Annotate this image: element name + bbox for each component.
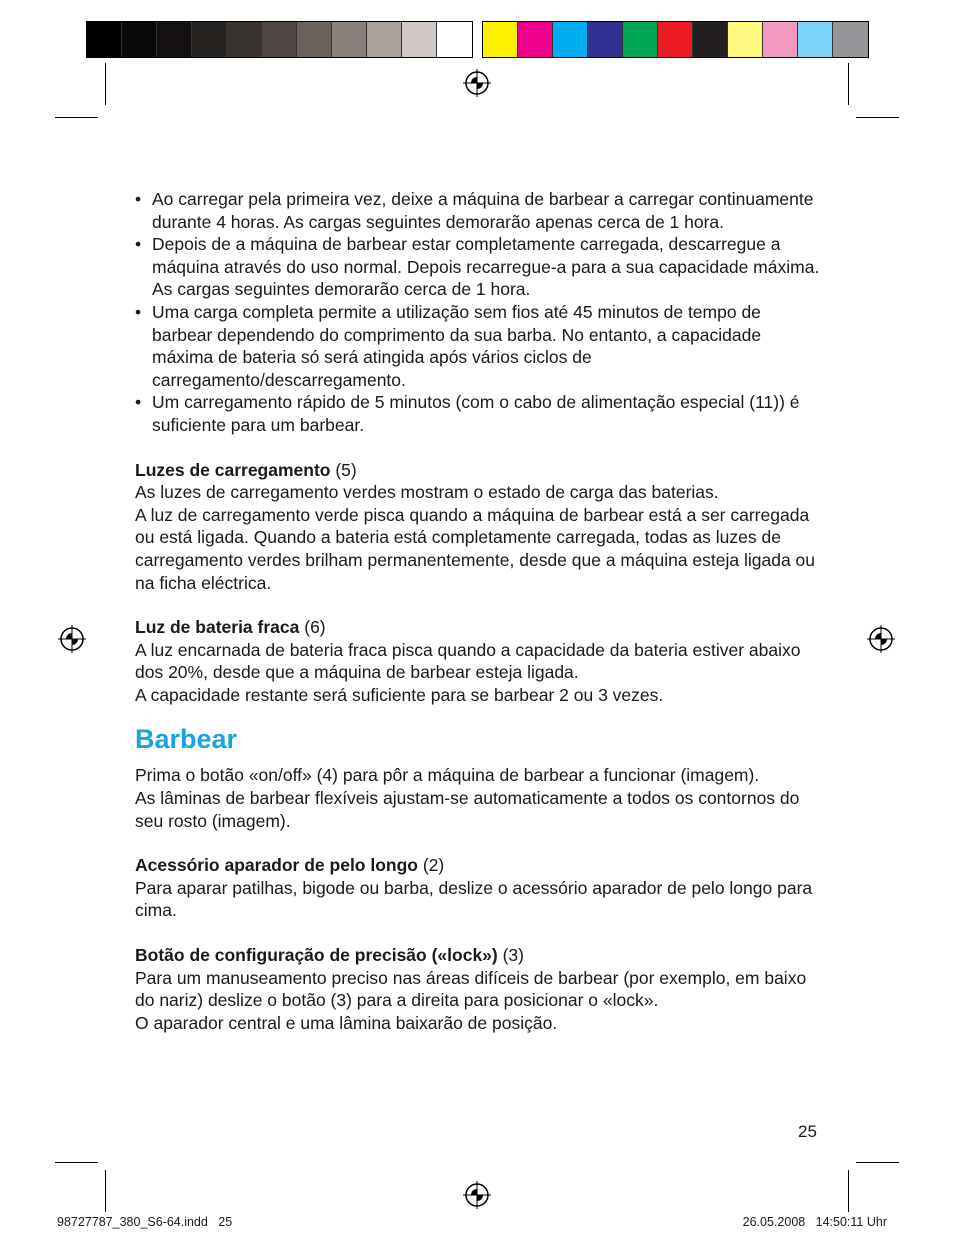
registration-mark-icon: [463, 1181, 491, 1209]
section-heading-label: Botão de configuração de precisão («lock»): [135, 945, 498, 966]
color-swatch: [402, 22, 437, 57]
color-swatch: [122, 22, 157, 57]
section-heading-label: Luz de bateria fraca: [135, 617, 300, 638]
paragraph: As luzes de carregamento verdes mostram o estado de carga das baterias.: [135, 482, 719, 503]
color-swatch: [87, 22, 122, 57]
section-heading-label: Luzes de carregamento: [135, 459, 331, 480]
color-swatch: [763, 22, 798, 57]
section-heading: [135, 459, 825, 482]
charging-lights-section: [135, 459, 825, 595]
list-item: • Ao carregar pela primeira vez, deixe a máquina de barbear a carregar continuamente durante 4 horas. As cargas seguintes demorarão apenas cerca de 1 hora.: [135, 188, 825, 233]
section-heading-label: Acessório aparador de pelo longo: [135, 855, 418, 876]
page-content: [135, 188, 825, 1034]
low-battery-section: [135, 616, 825, 706]
crop-mark: [55, 117, 98, 118]
color-swatch: [437, 22, 472, 57]
long-hair-trimmer-section: [135, 854, 825, 922]
paragraph: A capacidade restante será suficiente para se barbear 2 ou 3 vezes.: [135, 684, 664, 705]
crop-mark: [848, 63, 849, 105]
crop-mark: [105, 63, 106, 105]
crop-mark: [848, 1170, 849, 1212]
section-heading: [135, 616, 825, 639]
section-heading-ref: (6): [299, 617, 326, 638]
paragraph: O aparador central e uma lâmina baixarão de posição.: [135, 1012, 558, 1033]
page-title: Barbear: [135, 724, 238, 755]
section-heading-ref: (3): [497, 945, 524, 966]
paragraph: Prima o botão «on/off» (4) para pôr a máquina de barbear a funcionar (imagem).: [135, 765, 760, 786]
color-swatch: [227, 22, 262, 57]
section-heading-ref: (5): [330, 459, 357, 480]
color-swatch: [693, 22, 728, 57]
list-item: • Um carregamento rápido de 5 minutos (com o cabo de alimentação especial (11)) é suficiente para um barbear.: [135, 391, 825, 436]
paragraph: As lâminas de barbear flexíveis ajustam-se automaticamente a todos os contornos do seu rosto (imagem).: [135, 788, 800, 831]
process-color-bar: [482, 21, 869, 58]
list-item: • Depois de a máquina de barbear estar completamente carregada, descarregue a máquina através do uso normal. Depois recarregue-a para a sua capacidade máxima. As cargas seguintes demorarão cerca de 1 hora.: [135, 233, 825, 301]
color-swatch: [798, 22, 833, 57]
color-swatch: [332, 22, 367, 57]
paragraph: A luz de carregamento verde pisca quando a máquina de barbear está a ser carregada ou está ligada. Quando a bateria está completamente carregada, todas as luzes de carregamento verdes brilham permanentemente, desde que a máquina esteja ligada ou na ficha eléctrica.: [135, 504, 816, 593]
shaving-section: [135, 764, 825, 832]
footer-file-info: 98727787_380_S6-64.indd 25: [57, 1215, 233, 1229]
color-swatch: [367, 22, 402, 57]
color-swatch: [623, 22, 658, 57]
registration-mark-icon: [463, 69, 491, 97]
section-heading-ref: (2): [417, 855, 445, 876]
paragraph: Para um manuseamento preciso nas áreas difíceis de barbear (por exemplo, em baixo do nariz) deslize o botão (3) para a direita para posicionar o «lock».: [135, 967, 807, 1011]
color-swatch: [553, 22, 588, 57]
footer-timestamp: 26.05.2008 14:50:11 Uhr: [742, 1215, 887, 1229]
paragraph: Para aparar patilhas, bigode ou barba, deslize o acessório aparador de pelo longo para cima.: [135, 877, 813, 921]
color-swatch: [833, 22, 868, 57]
list-item: • Uma carga completa permite a utilização sem fios até 45 minutos de tempo de barbear dependendo do comprimento da sua barba. No entanto, a capacidade máxima de bateria só será atingida após vários ciclos de carregamento/descarregamento.: [135, 301, 825, 391]
section-heading: [135, 854, 825, 877]
precision-lock-section: [135, 944, 825, 1034]
crop-mark: [105, 1170, 106, 1212]
crop-mark: [856, 117, 899, 118]
charging-bullet-list: [135, 188, 825, 437]
color-swatch: [157, 22, 192, 57]
color-swatch: [483, 22, 518, 57]
section-heading: [135, 944, 825, 967]
color-swatch: [658, 22, 693, 57]
page-number: 25: [798, 1122, 817, 1141]
crop-mark: [856, 1162, 899, 1163]
registration-mark-icon: [58, 625, 86, 653]
grayscale-color-bar: [86, 21, 473, 58]
crop-mark: [55, 1162, 98, 1163]
color-swatch: [728, 22, 763, 57]
color-swatch: [588, 22, 623, 57]
registration-mark-icon: [867, 625, 895, 653]
color-swatch: [262, 22, 297, 57]
color-swatch: [297, 22, 332, 57]
color-swatch: [192, 22, 227, 57]
color-swatch: [518, 22, 553, 57]
paragraph: A luz encarnada de bateria fraca pisca quando a capacidade da bateria estiver abaixo dos 20%, desde que a máquina de barbear esteja ligada.: [135, 639, 801, 683]
